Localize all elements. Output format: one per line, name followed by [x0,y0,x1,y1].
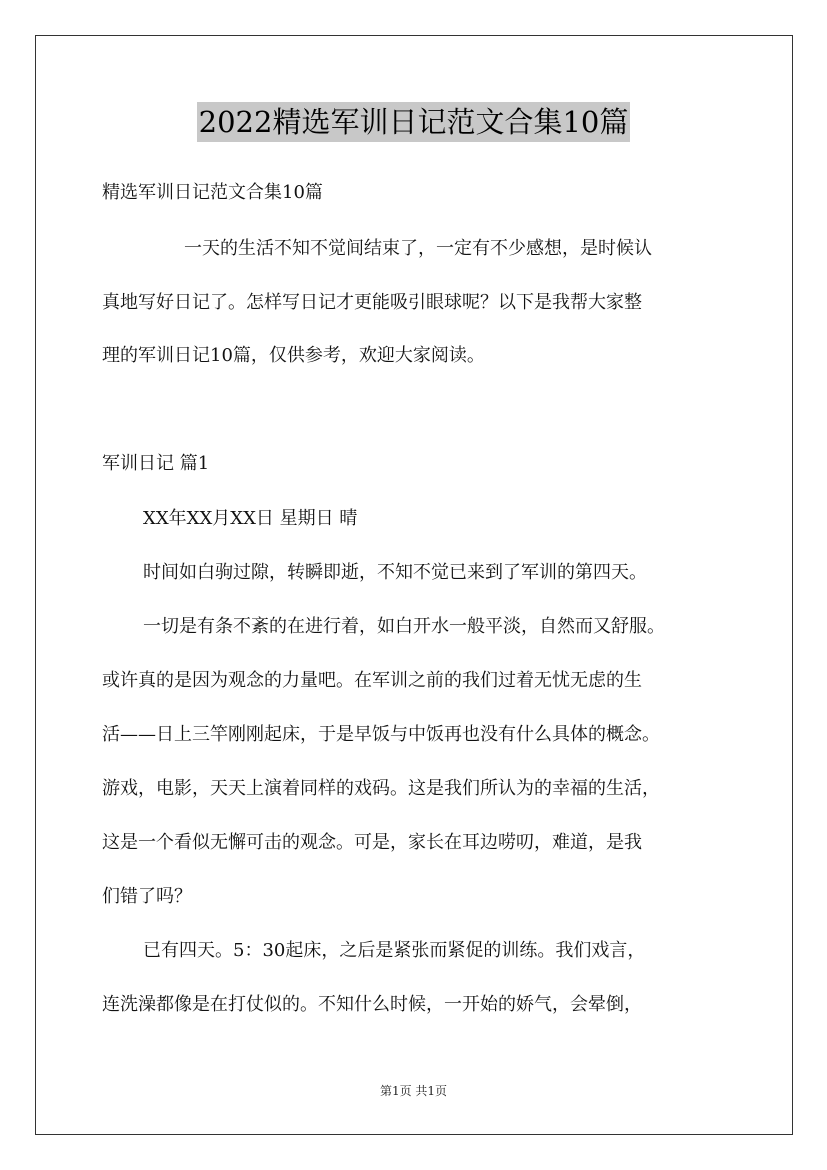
title-wrap [0,102,827,142]
date-line: XX年XX月XX日 星期日 晴 [143,508,358,529]
intro-line-2: 真地写好日记了。怎样写日记才更能吸引眼球呢？以下是我帮大家整 [102,292,642,313]
document-subtitle: 精选军训日记范文合集10篇 [102,182,323,203]
intro-line-1: 一天的生活不知不觉间结束了，一定有不少感想，是时候认 [184,238,652,259]
intro-line-3: 理的军训日记10篇，仅供参考，欢迎大家阅读。 [102,345,485,366]
document-title: 2022精选军训日记范文合集10篇 [197,102,631,142]
body-line-6: 这是一个看似无懈可击的观念。可是，家长在耳边唠叨，难道，是我 [102,832,642,853]
section-heading: 军训日记 篇1 [102,453,210,474]
body-line-5: 游戏，电影，天天上演着同样的戏码。这是我们所认为的幸福的生活， [102,778,660,799]
body-line-1: 时间如白驹过隙，转瞬即逝，不知不觉已来到了军训的第四天。 [143,562,647,583]
body-line-8: 已有四天。5：30起床，之后是紧张而紧促的训练。我们戏言， [143,940,646,961]
body-line-7: 们错了吗？ [102,886,192,907]
body-line-9: 连洗澡都像是在打仗似的。不知什么时候，一开始的娇气，会晕倒， [102,994,642,1015]
body-line-2: 一切是有条不紊的在进行着，如白开水一般平淡，自然而又舒服。 [143,616,665,637]
body-line-4: 活——日上三竿刚刚起床，于是早饭与中饭再也没有什么具体的概念。 [102,724,660,745]
page-footer: 第1页 共1页 [379,1084,448,1098]
body-line-3: 或许真的是因为观念的力量吧。在军训之前的我们过着无忧无虑的生 [102,670,642,691]
